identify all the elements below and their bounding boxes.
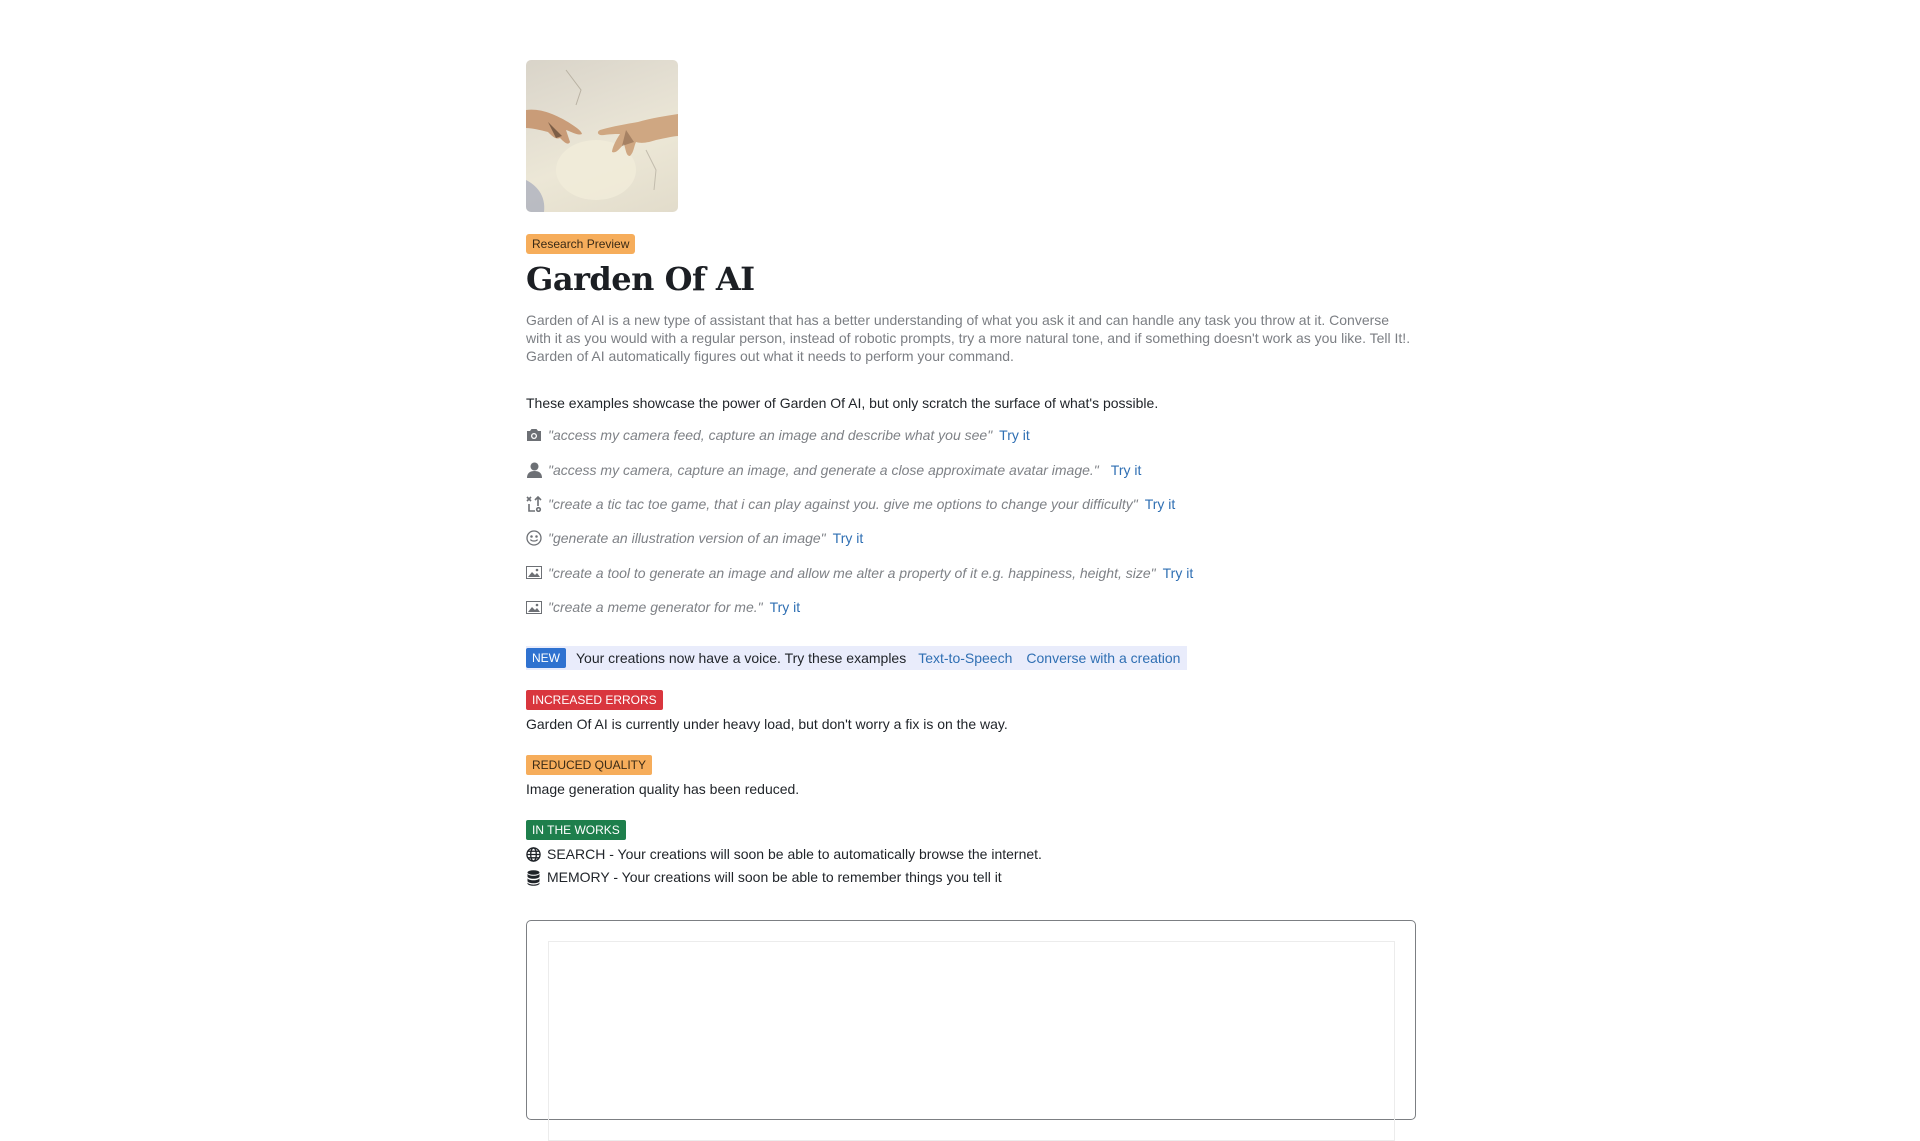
creation-hands-illustration bbox=[526, 60, 678, 212]
example-item bbox=[526, 521, 1416, 555]
in-the-works-badge: IN THE WORKS bbox=[526, 820, 626, 840]
memory-feature-text: MEMORY - Your creations will soon be able to remember things you tell it bbox=[547, 869, 1002, 886]
example-prompt: "create a meme generator for me." bbox=[548, 599, 763, 616]
new-badge: NEW bbox=[526, 648, 566, 668]
image-icon bbox=[526, 565, 542, 581]
person-icon bbox=[526, 462, 542, 478]
try-it-link[interactable]: Try it bbox=[999, 427, 1030, 444]
examples-list bbox=[526, 418, 1416, 624]
smiley-icon bbox=[526, 530, 542, 546]
page-title: Garden Of AI bbox=[526, 260, 755, 298]
works-item-memory bbox=[526, 868, 1416, 886]
image-icon bbox=[526, 599, 542, 615]
text-to-speech-link[interactable]: Text-to-Speech bbox=[918, 650, 1013, 667]
status-reduced-quality bbox=[526, 733, 1416, 798]
examples-intro: These examples showcase the power of Garden Of AI, but only scratch the surface of what's possible. bbox=[526, 395, 1159, 411]
increased-errors-badge: INCREASED ERRORS bbox=[526, 690, 663, 710]
example-prompt: "generate an illustration version of an image" bbox=[548, 530, 826, 547]
in-the-works-section bbox=[526, 798, 1416, 886]
try-it-link[interactable]: Try it bbox=[1162, 564, 1194, 581]
research-preview-badge: Research Preview bbox=[526, 234, 635, 254]
creation-canvas[interactable] bbox=[548, 941, 1395, 1141]
example-item bbox=[526, 487, 1416, 521]
database-icon bbox=[526, 870, 541, 885]
globe-icon bbox=[526, 847, 541, 862]
example-item bbox=[526, 452, 1416, 486]
page-description: Garden of AI is a new type of assistant that has a better understanding of what you ask it and can handle any task you throw at it. Converse with it as you would with a regular person, instead of robotic prompts, try a more natural tone, and if something doesn't work as you like. Tell It!. Garden of AI automatically figures out what it needs to perform your command. bbox=[526, 312, 1411, 364]
try-it-link[interactable]: Try it bbox=[1110, 461, 1142, 478]
example-item bbox=[526, 556, 1416, 590]
try-it-link[interactable]: Try it bbox=[769, 599, 801, 616]
example-prompt: "access my camera, capture an image, and generate a close approximate avatar image." bbox=[548, 461, 1099, 478]
example-item bbox=[526, 590, 1416, 624]
announcement-bar bbox=[526, 646, 1187, 670]
example-item bbox=[526, 418, 1416, 452]
page-content bbox=[526, 60, 1416, 1120]
status-increased-errors bbox=[526, 670, 1416, 733]
works-item-search bbox=[526, 845, 1416, 863]
announcement-text: Your creations now have a voice. Try these examples bbox=[576, 650, 907, 667]
try-it-link[interactable]: Try it bbox=[1144, 495, 1176, 512]
creation-frame bbox=[526, 920, 1416, 1120]
search-feature-text: SEARCH - Your creations will soon be able to automatically browse the internet. bbox=[547, 846, 1042, 863]
example-prompt: "create a tool to generate an image and allow me alter a property of it e.g. happiness, height, size" bbox=[548, 564, 1156, 581]
example-prompt: "create a tic tac toe game, that i can play against you. give me options to change your difficulty" bbox=[548, 495, 1138, 512]
increased-errors-text: Garden Of AI is currently under heavy load, but don't worry a fix is on the way. bbox=[526, 716, 1008, 733]
camera-icon bbox=[526, 427, 542, 443]
game-icon bbox=[526, 496, 542, 512]
try-it-link[interactable]: Try it bbox=[832, 530, 864, 547]
reduced-quality-text: Image generation quality has been reduced. bbox=[526, 781, 800, 798]
hero-image bbox=[526, 60, 678, 212]
example-prompt: "access my camera feed, capture an image and describe what you see" bbox=[548, 427, 993, 444]
converse-with-creation-link[interactable]: Converse with a creation bbox=[1026, 650, 1181, 667]
reduced-quality-badge: REDUCED QUALITY bbox=[526, 755, 652, 775]
